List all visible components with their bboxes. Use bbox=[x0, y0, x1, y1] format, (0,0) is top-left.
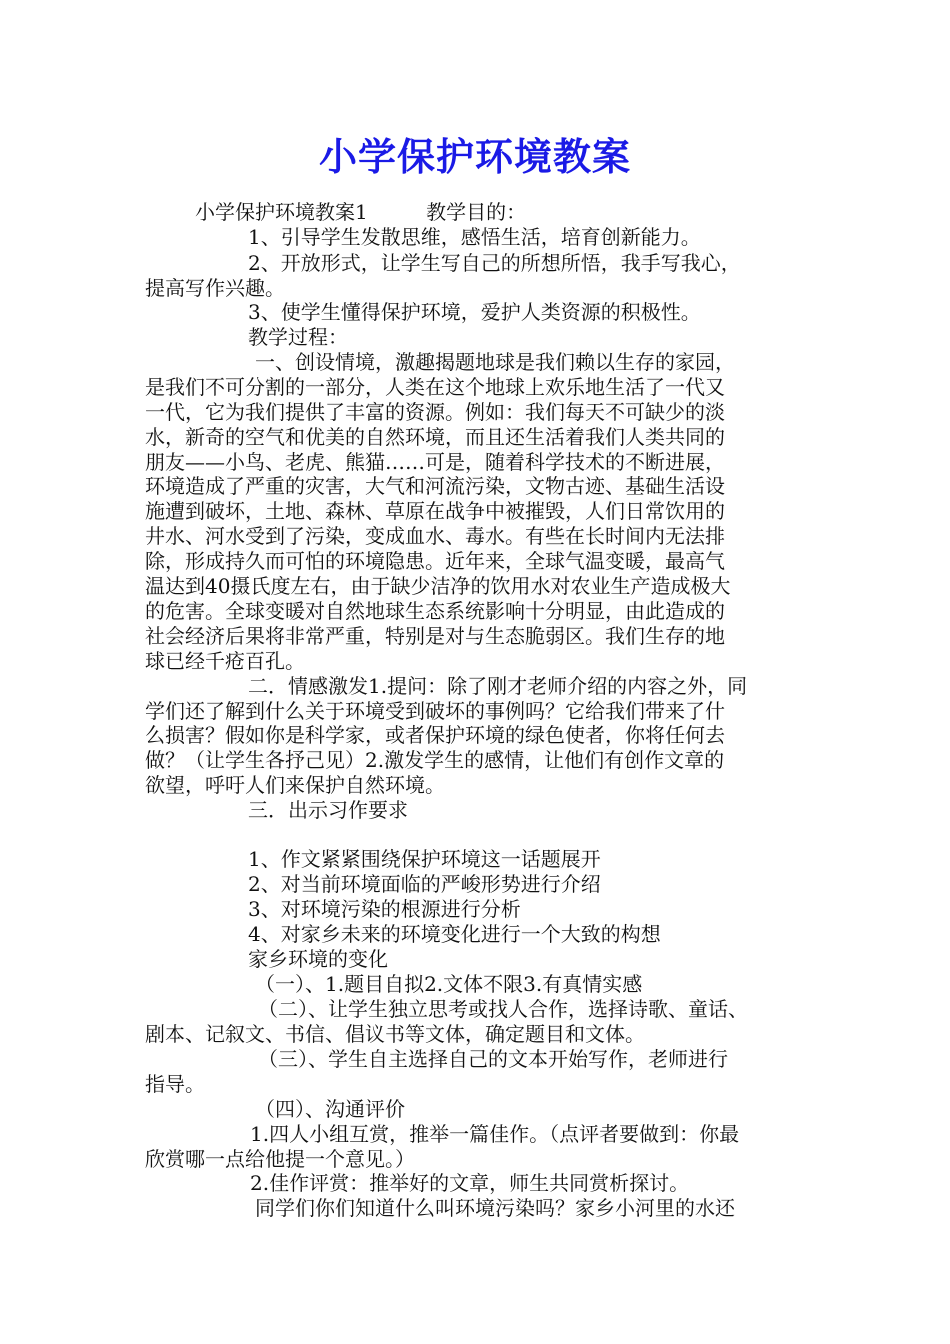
text-line: 环境造成了严重的灾害，大气和河流污染，文物古迹、基础生活设 bbox=[145, 474, 725, 498]
section-label: 教学目的： bbox=[426, 200, 527, 224]
text-line: 指导。 bbox=[145, 1072, 205, 1096]
text-line: （三）、学生自主选择自己的文本开始写作，老师进行 bbox=[258, 1047, 728, 1071]
text-line: 同学们你们知道什么叫环境污染吗？家乡小河里的水还 bbox=[255, 1196, 735, 1220]
text-line: 么损害？假如你是科学家，或者保护环境的绿色使者，你将任何去 bbox=[145, 723, 725, 747]
text-line: 提高写作兴趣。 bbox=[145, 276, 285, 300]
text-line: 二．情感激发1.提问：除了刚才老师介绍的内容之外，同 bbox=[248, 674, 748, 698]
text-line: 一代，它为我们提供了丰富的资源。例如：我们每天不可缺少的淡 bbox=[145, 400, 725, 424]
text-line: （四）、沟通评价 bbox=[255, 1097, 405, 1121]
text-line: 3、使学生懂得保护环境，爱护人类资源的积极性。 bbox=[248, 300, 701, 324]
text-line: 1、引导学生发散思维，感悟生活，培育创新能力。 bbox=[248, 225, 701, 249]
text-line: 1、作文紧紧围绕保护环境这一话题展开 bbox=[248, 847, 601, 871]
text-line: 三．出示习作要求 bbox=[248, 798, 408, 822]
text-line: 社会经济后果将非常严重，特别是对与生态脆弱区。我们生存的地 bbox=[145, 624, 725, 648]
text-line: 是我们不可分割的一部分，人类在这个地球上欢乐地生活了一代又 bbox=[145, 375, 725, 399]
text-line: 学们还了解到什么关于环境受到破坏的事例吗？它给我们带来了什 bbox=[145, 699, 725, 723]
lesson-heading: 小学保护环境教案1 bbox=[195, 200, 368, 224]
text-line: 2.佳作评赏：推举好的文章，师生共同赏析探讨。 bbox=[250, 1171, 690, 1195]
text-line: 除，形成持久而可怕的环境隐患。近年来，全球气温变暖，最高气 bbox=[145, 549, 725, 573]
text-line: 2、开放形式，让学生写自己的所想所悟，我手写我心， bbox=[248, 251, 741, 275]
text-line: 施遭到破坏，土地、森林、草原在战争中被摧毁，人们日常饮用的 bbox=[145, 499, 725, 523]
document-title: 小学保护环境教案 bbox=[318, 134, 631, 179]
text-line bbox=[195, 198, 875, 226]
text-line: 3、对环境污染的根源进行分析 bbox=[248, 897, 521, 921]
text-line: 家乡环境的变化 bbox=[248, 947, 388, 971]
text-line: 做？（让学生各抒己见）2.激发学生的感情，让他们有创作文章的 bbox=[145, 748, 725, 772]
text-line: 欲望，呼吁人们来保护自然环境。 bbox=[145, 773, 445, 797]
text-line: （二）、让学生独立思考或找人合作，选择诗歌、童话、 bbox=[258, 997, 748, 1021]
text-line: 一、创设情境，激趣揭题地球是我们赖以生存的家园， bbox=[255, 350, 735, 374]
text-line: 1.四人小组互赏，推举一篇佳作。（点评者要做到：你最 bbox=[250, 1122, 740, 1146]
text-line: 教学过程： bbox=[248, 325, 348, 349]
text-line: 的危害。全球变暖对自然地球生态系统影响十分明显，由此造成的 bbox=[145, 599, 725, 623]
text-line: 朋友——小鸟、老虎、熊猫……可是，随着科学技术的不断进展， bbox=[145, 450, 725, 474]
text-line: 剧本、记叙文、书信、倡议书等文体，确定题目和文体。 bbox=[145, 1022, 645, 1046]
text-line: 井水、河水受到了污染，变成血水、毒水。有些在长时间内无法排 bbox=[145, 524, 725, 548]
text-line: 球已经千疮百孔。 bbox=[145, 649, 305, 673]
text-line: （一）、1.题目自拟2.文体不限3.有真情实感 bbox=[255, 972, 643, 996]
text-line: 4、对家乡未来的环境变化进行一个大致的构想 bbox=[248, 922, 661, 946]
text-line: 水，新奇的空气和优美的自然环境，而且还生活着我们人类共同的 bbox=[145, 425, 725, 449]
text-line: 温达到40摄氏度左右，由于缺少洁净的饮用水对农业生产造成极大 bbox=[145, 574, 731, 598]
text-line: 欣赏哪一点给他提一个意见。） bbox=[145, 1147, 415, 1171]
text-line: 2、对当前环境面临的严峻形势进行介绍 bbox=[248, 872, 601, 896]
